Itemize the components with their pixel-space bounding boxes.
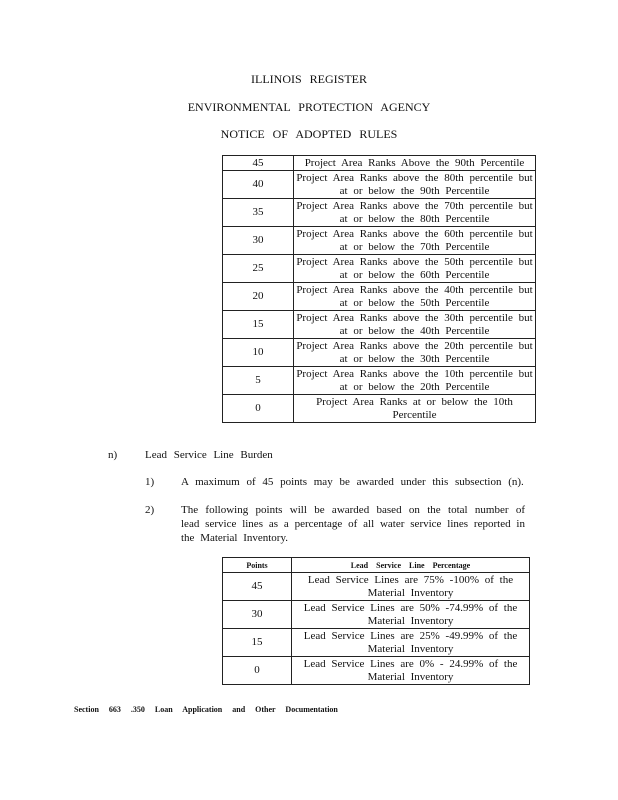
table-row xyxy=(223,227,536,255)
description-cell: Project Area Ranks above the 60th percentile but at or below the 70th Percentile xyxy=(294,227,536,255)
points-cell: 35 xyxy=(223,199,294,227)
table-row xyxy=(223,283,536,311)
points-cell: 10 xyxy=(223,339,294,367)
points-cell: 5 xyxy=(223,367,294,395)
description-cell: Project Area Ranks above the 40th percentile but at or below the 50th Percentile xyxy=(294,283,536,311)
points-cell: 30 xyxy=(223,227,294,255)
table-row xyxy=(223,367,536,395)
points-cell: 40 xyxy=(223,171,294,199)
notice-title: NOTICE OF ADOPTED RULES xyxy=(220,127,398,141)
table-row xyxy=(223,601,530,629)
points-cell: 15 xyxy=(223,311,294,339)
description-cell: Project Area Ranks above the 70th percentile but at or below the 80th Percentile xyxy=(294,199,536,227)
points-cell: 45 xyxy=(223,573,292,601)
percentile-rank-table xyxy=(222,155,536,423)
table-row xyxy=(223,311,536,339)
lead-service-line-table xyxy=(222,557,530,685)
description-cell: Project Area Ranks at or below the 10th Percentile xyxy=(294,395,536,423)
subsection-n-title: Lead Service Line Burden xyxy=(145,449,273,461)
table-row xyxy=(223,199,536,227)
table-row xyxy=(223,339,536,367)
description-cell: Lead Service Lines are 25% -49.99% of the Material Inventory xyxy=(292,629,530,657)
description-cell: Lead Service Lines are 0% - 24.99% of the Material Inventory xyxy=(292,657,530,685)
description-cell: Lead Service Lines are 75% -100% of the Material Inventory xyxy=(292,573,530,601)
agency-name: ENVIRONMENTAL PROTECTION AGENCY xyxy=(187,100,431,114)
description-cell: Project Area Ranks above the 80th percentile but at or below the 90th Percentile xyxy=(294,171,536,199)
table-row xyxy=(223,395,536,423)
points-header: Points xyxy=(223,558,292,573)
section-footer: Section 663 .350 Loan Application and Other Documentation xyxy=(74,705,338,714)
register-title: ILLINOIS REGISTER xyxy=(251,72,367,86)
points-cell: 15 xyxy=(223,629,292,657)
table-row xyxy=(223,156,536,171)
description-cell: Project Area Ranks Above the 90th Percentile xyxy=(294,156,536,171)
subsection-n-label: n) xyxy=(108,449,118,461)
description-cell: Lead Service Lines are 50% -74.99% of the Material Inventory xyxy=(292,601,530,629)
points-cell: 30 xyxy=(223,601,292,629)
points-cell: 0 xyxy=(223,657,292,685)
table-row xyxy=(223,171,536,199)
description-cell: Project Area Ranks above the 50th percentile but at or below the 60th Percentile xyxy=(294,255,536,283)
points-cell: 0 xyxy=(223,395,294,423)
item-2-text: The following points will be awarded based on the total number of lead service lines as a percentage of all water service lines reported in the Material Inventory. xyxy=(181,504,525,544)
points-cell: 45 xyxy=(223,156,294,171)
description-cell: Project Area Ranks above the 30th percentile but at or below the 40th Percentile xyxy=(294,311,536,339)
table-header-row xyxy=(223,558,530,573)
table-row xyxy=(223,629,530,657)
table-row xyxy=(223,255,536,283)
percentage-header: Lead Service Line Percentage xyxy=(292,558,530,573)
points-cell: 25 xyxy=(223,255,294,283)
item-2-number: 2) xyxy=(145,504,155,516)
item-1-number: 1) xyxy=(145,476,155,488)
description-cell: Project Area Ranks above the 10th percentile but at or below the 20th Percentile xyxy=(294,367,536,395)
table-row xyxy=(223,573,530,601)
points-cell: 20 xyxy=(223,283,294,311)
item-1-text: A maximum of 45 points may be awarded under this subsection (n). xyxy=(181,476,524,488)
description-cell: Project Area Ranks above the 20th percentile but at or below the 30th Percentile xyxy=(294,339,536,367)
table-row xyxy=(223,657,530,685)
